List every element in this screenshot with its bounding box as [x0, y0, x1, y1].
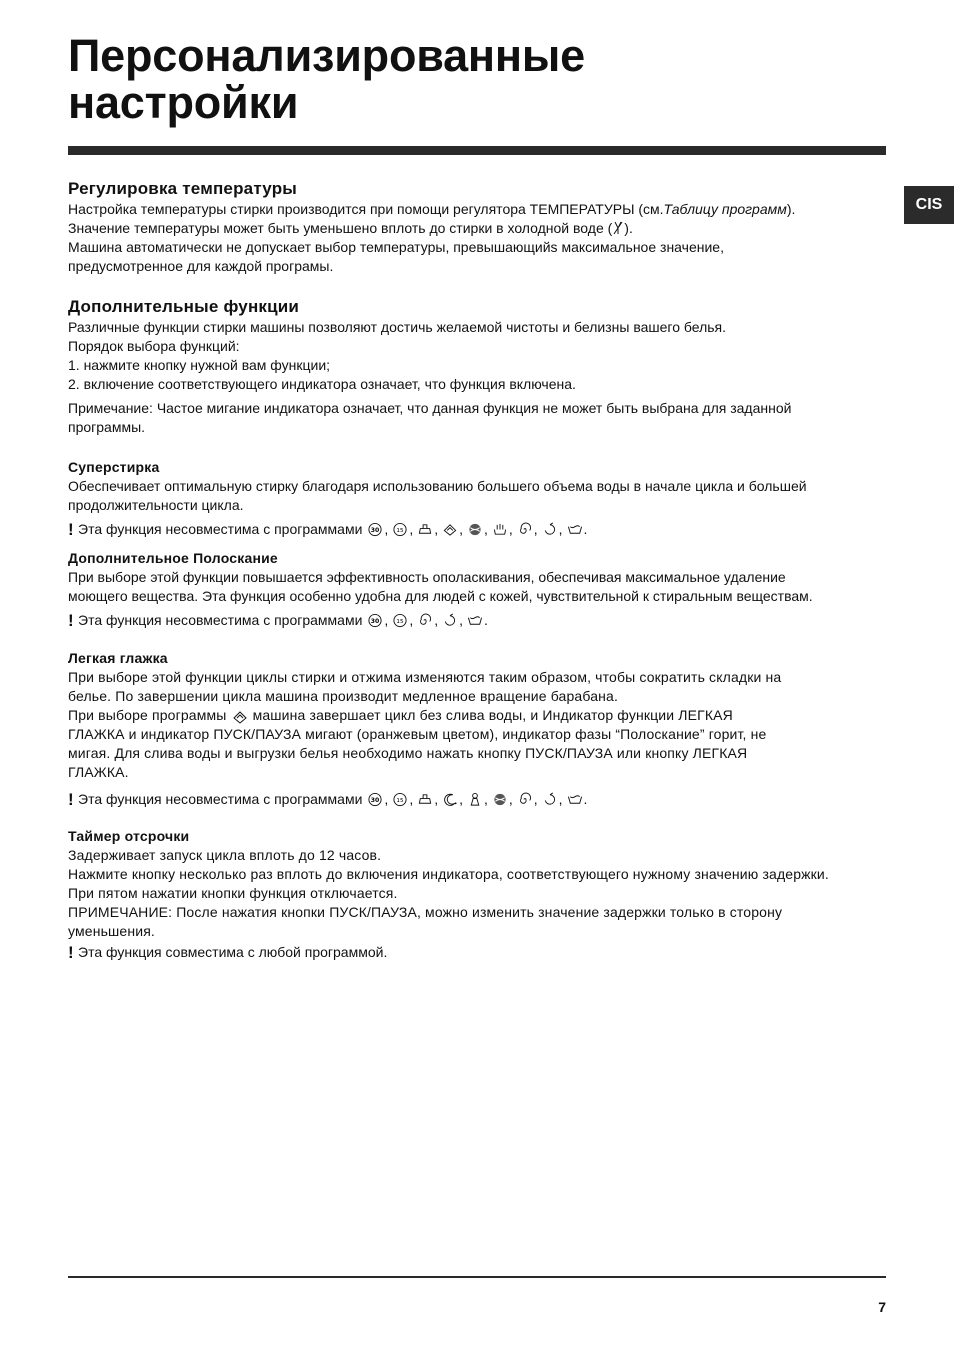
night-icon — [442, 792, 458, 807]
separator: , — [508, 791, 513, 807]
rinse-basin-icon — [467, 613, 483, 628]
separator: , — [558, 791, 563, 807]
wool-ball-icon — [467, 522, 483, 537]
spin-icon — [417, 613, 433, 628]
separator: , — [483, 521, 488, 537]
30-min-icon — [367, 522, 383, 537]
paragraph: Машина автоматически не допускает выбор температуры, превышающийs максимальное значение, — [68, 239, 724, 255]
separator: . — [583, 521, 588, 537]
separator: , — [409, 521, 414, 537]
separator: , — [483, 791, 488, 807]
spin-icon — [517, 792, 533, 807]
svg-text:30: 30 — [371, 796, 380, 804]
iron-easy-icon — [232, 709, 248, 724]
paragraph: моющего вещества. Эта функция особенно удобна для людей с кожей, чувствительной к стиральным веществам. — [68, 588, 813, 604]
program-icons — [366, 790, 590, 809]
page-title — [68, 32, 585, 126]
hand-wash-icon — [492, 522, 508, 537]
subheading-rinse: Дополнительное Полоскание — [68, 550, 278, 566]
program-icons — [366, 611, 490, 630]
exclamation-icon: ! — [68, 611, 74, 630]
title-line-2: настройки — [68, 77, 299, 128]
svg-text:15: 15 — [396, 618, 404, 625]
program-icons — [366, 520, 590, 539]
separator: , — [409, 791, 414, 807]
separator: , — [434, 612, 439, 628]
cold-water-icon — [612, 221, 624, 235]
separator: , — [459, 791, 463, 807]
bottom-rule — [68, 1276, 886, 1278]
paragraph: Значение температуры может быть уменьшено вплоть до стирки в холодной воде ( ). — [68, 220, 633, 236]
paragraph: Обеспечивает оптимальную стирку благодаря использованию большего объема воды в начале цикла и большей — [68, 478, 807, 494]
baby-icon — [467, 792, 483, 807]
page-content — [68, 178, 886, 962]
warning-note: ! Эта функция несовместима с программами 30 , 15 , , , , , , , . — [68, 520, 886, 539]
title-line-1: Персонализированные — [68, 30, 585, 81]
separator: , — [384, 791, 389, 807]
15-min-icon — [392, 792, 408, 807]
separator: . — [483, 612, 488, 628]
svg-text:30: 30 — [371, 617, 380, 625]
iron-easy-icon — [442, 522, 458, 537]
separator: , — [558, 521, 563, 537]
paragraph: Различные функции стирки машины позволяют достичь желаемой чистоты и белизны вашего белья. — [68, 319, 726, 335]
15-min-icon — [392, 613, 408, 628]
note: Примечание: Частое мигание индикатора означает, что данная функция не может быть выбрана для заданной — [68, 400, 792, 416]
subheading-delay-timer: Таймер отсрочки — [68, 828, 190, 844]
paragraph: предусмотренное для каждой програмы. — [68, 258, 334, 274]
subheading-easy-iron: Легкая глажка — [68, 650, 168, 666]
paragraph: продолжительности цикла. — [68, 497, 244, 513]
separator: , — [384, 612, 389, 628]
exclamation-icon: ! — [68, 520, 74, 539]
paragraph: Настройка температуры стирки производится при помощи регулятора ТЕМПЕРАТУРЫ (см.Таблицу программ). — [68, 201, 796, 217]
separator: , — [409, 612, 414, 628]
separator: , — [434, 521, 439, 537]
separator: , — [384, 521, 389, 537]
30-min-icon — [367, 792, 383, 807]
warning-note: ! Эта функция совместима с любой программой. — [68, 943, 388, 962]
warning-note: ! Эта функция несовместима с программами 30 , 15 , , , , , , , . — [68, 790, 886, 809]
list-item: 1. нажмите кнопку нужной вам функции; — [68, 357, 331, 373]
section-heading-functions: Дополнительные функции — [68, 297, 300, 316]
warning-note: ! Эта функция несовместима с программами 30 , 15 , , , . — [68, 611, 886, 630]
svg-text:15: 15 — [396, 527, 404, 534]
exclamation-icon: ! — [68, 790, 74, 809]
drain-icon — [542, 792, 558, 807]
svg-text:15: 15 — [396, 797, 404, 804]
exclamation-icon: ! — [68, 943, 74, 962]
separator: , — [434, 791, 439, 807]
wool-hand-icon — [417, 522, 433, 537]
subheading-superwash: Суперстирка — [68, 459, 160, 475]
svg-text:30: 30 — [371, 526, 380, 534]
drain-icon — [542, 522, 558, 537]
top-rule — [68, 146, 886, 155]
wool-hand-icon — [417, 792, 433, 807]
separator: , — [459, 612, 463, 628]
language-tab: CIS — [904, 186, 954, 224]
paragraph: При выборе этой функции повышается эффективность ополаскивания, обеспечивая максимальное удаление — [68, 569, 786, 585]
separator: , — [533, 521, 538, 537]
separator: , — [459, 521, 463, 537]
drain-icon — [442, 613, 458, 628]
section-heading-temperature: Регулировка температуры — [68, 179, 298, 198]
paragraph: При выборе этой функции циклы стирки и отжима изменяются таким образом, чтобы сократить складки на белье. По завершении цикла машина производит медленное вращение барабана. При выборе программы машина завершает цикл без слива воды, и Индикатор функции ЛЕГКАЯ ГЛАЖКА и индикатор ПУСК/ПАУЗА мигают (оранжевым цветом), индикатор фазы “Полоскание” горит, не мигая. Для слива воды и выгрузки белья необходимо нажать кнопку ПУСК/ПАУЗА или кнопку ЛЕГКАЯ ГЛАЖКА. — [68, 669, 782, 780]
separator: , — [508, 521, 513, 537]
rinse-basin-icon — [567, 522, 583, 537]
30-min-icon — [367, 613, 383, 628]
rinse-basin-icon — [567, 792, 583, 807]
15-min-icon — [392, 522, 408, 537]
paragraph: Порядок выбора функций: — [68, 338, 240, 354]
list-item: 2. включение соответствующего индикатора означает, что функция включена. — [68, 376, 576, 392]
separator: , — [533, 791, 538, 807]
paragraph: Задерживает запуск цикла вплоть до 12 часов. Нажмите кнопку несколько раз вплоть до включения индикатора, соответствующего нужному значению задержки. При пятом нажатии кнопки функция отключается. ПРИМЕЧАНИЕ: После нажатия кнопки ПУСК/ПАУЗА, можно изменить значение задержки только в сторону уменьшения. — [68, 847, 829, 939]
separator: . — [583, 791, 588, 807]
wool-ball-icon — [492, 792, 508, 807]
spin-icon — [517, 522, 533, 537]
note: программы. — [68, 419, 146, 435]
page-number: 7 — [878, 1299, 886, 1315]
